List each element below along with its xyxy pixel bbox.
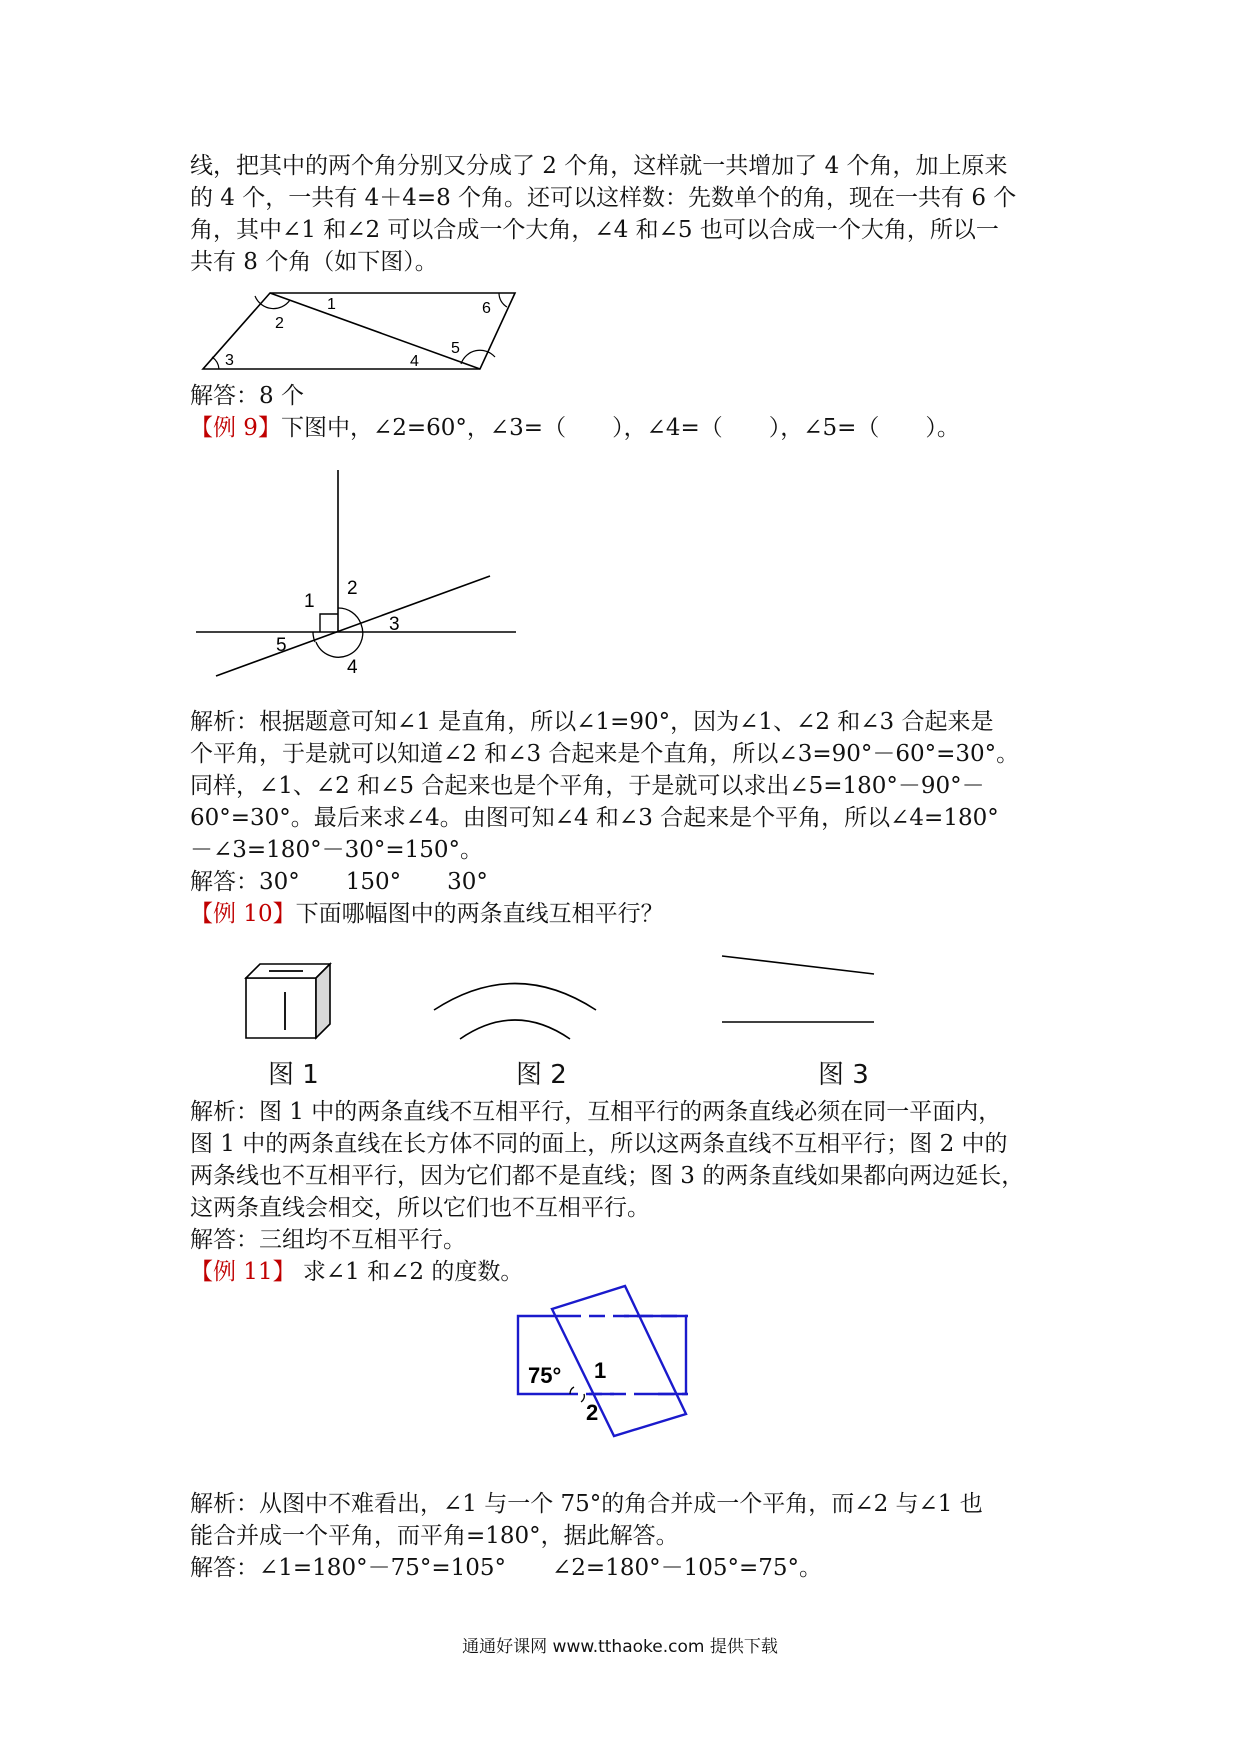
ex11-label-1: 1 bbox=[594, 1358, 607, 1383]
parallelogram-figure bbox=[195, 286, 525, 378]
ex10-analysis-2: 图 1 中的两条直线在长方体不同的面上，所以这两条直线不互相平行；图 2 中的 bbox=[190, 1131, 1008, 1157]
ex11-question: 求∠1 和∠2 的度数。 bbox=[295, 1259, 524, 1285]
ex11-rectangle-figure bbox=[516, 1284, 696, 1464]
ex10-analysis-4: 这两条直线会相交，所以它们也不互相平行。 bbox=[190, 1195, 650, 1221]
fig1-label-4: 4 bbox=[410, 353, 419, 370]
ex11-analysis-2: 能合并成一个平角，而平角=180°，据此解答。 bbox=[190, 1523, 679, 1549]
ex10-analysis-1: 解析：图 1 中的两条直线不互相平行，互相平行的两条直线必须在同一平面内， bbox=[190, 1099, 1002, 1125]
fig1-label-6: 6 bbox=[482, 300, 491, 317]
ex9-tag: 【例 9】 bbox=[190, 415, 281, 441]
ex9-analysis-3: 同样，∠1、∠2 和∠5 合起来也是个平角，于是就可以求出∠5=180°－90°－ bbox=[190, 773, 985, 799]
intro-line-2: 的 4 个，一共有 4＋4=8 个角。还可以这样数：先数单个的角，现在一共有 6 个 bbox=[190, 185, 1017, 211]
ex11-label-2: 2 bbox=[586, 1400, 599, 1425]
ex9-analysis-2: 个平角，于是就可以知道∠2 和∠3 合起来是个直角，所以∠3=90°－60°=30°。 bbox=[190, 741, 1020, 767]
ex9-label-1: 1 bbox=[304, 591, 315, 612]
fig1-label-1: 1 bbox=[327, 296, 336, 313]
fig1-label-5: 5 bbox=[451, 340, 460, 357]
ex9-angle-figure bbox=[190, 464, 530, 684]
ex10-answer: 解答：三组均不互相平行。 bbox=[190, 1227, 466, 1253]
ex9-analysis-1: 解析：根据题意可知∠1 是直角，所以∠1=90°，因为∠1、∠2 和∠3 合起来是 bbox=[190, 709, 994, 735]
intro-line-1: 线，把其中的两个角分别又分成了 2 个角，这样就一共增加了 4 个角，加上原来 bbox=[190, 153, 1008, 179]
ex9-label-5: 5 bbox=[276, 635, 287, 656]
ex9-label-3: 3 bbox=[389, 614, 400, 635]
fig1-label-3: 3 bbox=[225, 352, 234, 369]
ex10-question: 下面哪幅图中的两条直线互相平行？ bbox=[295, 901, 664, 927]
intro-line-3: 角，其中∠1 和∠2 可以合成一个大角，∠4 和∠5 也可以合成一个大角，所以一 bbox=[190, 217, 999, 243]
answer-8: 解答：8 个 bbox=[190, 383, 304, 409]
ex9-heading bbox=[190, 414, 1070, 442]
ex11-answer: 解答：∠1=180°－75°=105° ∠2=180°－105°=75°。 bbox=[190, 1555, 823, 1581]
ex10-tag: 【例 10】 bbox=[190, 901, 296, 927]
ex11-angle-75: 75° bbox=[528, 1363, 562, 1388]
ex11-analysis-1: 解析：从图中不难看出，∠1 与一个 75°的角合并成一个平角，而∠2 与∠1 也 bbox=[190, 1491, 983, 1517]
intro-line-4: 共有 8 个角（如下图）。 bbox=[190, 249, 438, 275]
ex9-question: 下图中，∠2=60°，∠3=（ ），∠4=（ ），∠5=（ ）。 bbox=[280, 415, 960, 441]
ex10-analysis-3: 两条线也不互相平行，因为它们都不是直线；图 3 的两条直线如果都向两边延长， bbox=[190, 1163, 1025, 1189]
ex11-heading bbox=[190, 1258, 1070, 1286]
ex10-caption-3: 图 3 bbox=[818, 1060, 869, 1090]
ex10-figure-3 bbox=[718, 950, 878, 1030]
ex9-analysis-4: 60°=30°。最后来求∠4。由图可知∠4 和∠3 合起来是个平角，所以∠4=180° bbox=[190, 805, 999, 831]
page-footer: 通通好课网 www.tthaoke.com 提供下载 bbox=[462, 1637, 778, 1657]
ex9-label-4: 4 bbox=[347, 657, 358, 678]
ex9-answer: 解答：30° 150° 30° bbox=[190, 869, 488, 895]
fig1-label-2: 2 bbox=[275, 315, 284, 332]
ex10-heading bbox=[190, 900, 1070, 928]
ex10-figure-1 bbox=[240, 960, 340, 1042]
ex10-caption-2: 图 2 bbox=[516, 1060, 567, 1090]
ex10-figure-2 bbox=[430, 965, 600, 1045]
ex9-analysis-5: －∠3=180°－30°=150°。 bbox=[190, 837, 484, 863]
ex9-label-2: 2 bbox=[347, 578, 358, 599]
ex11-tag: 【例 11】 bbox=[190, 1259, 296, 1285]
ex10-caption-1: 图 1 bbox=[268, 1060, 319, 1090]
